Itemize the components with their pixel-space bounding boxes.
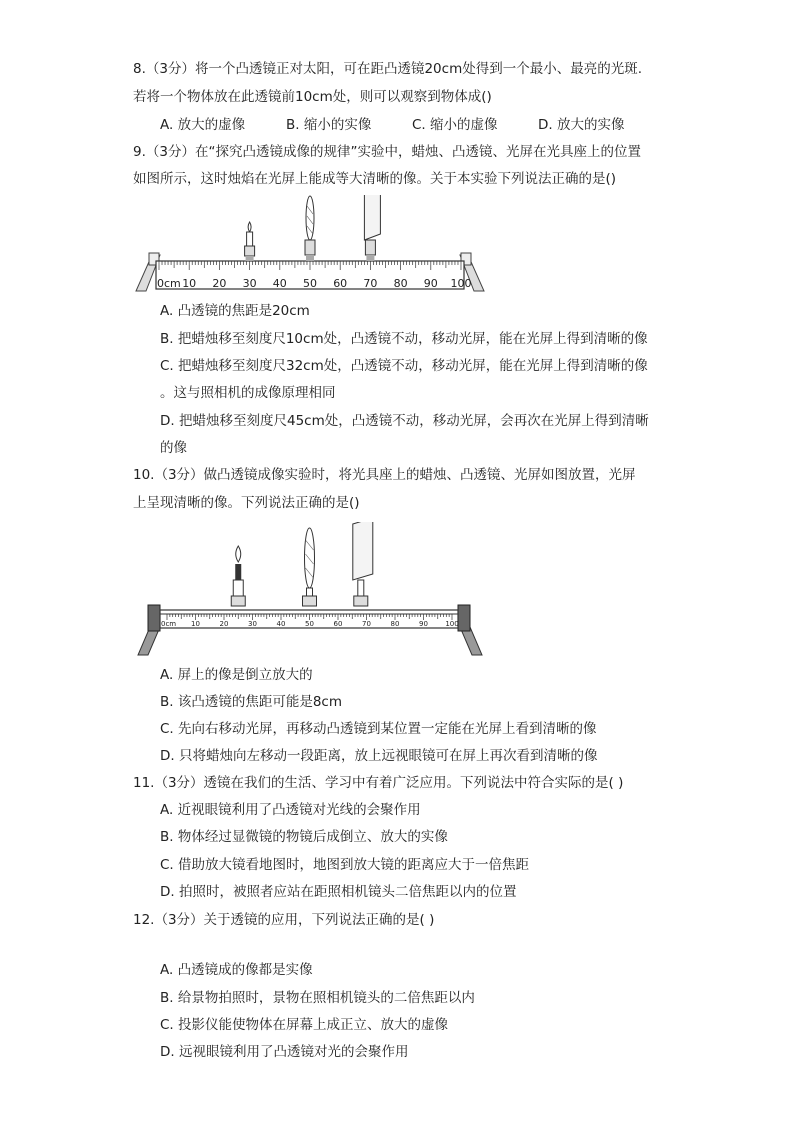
q8-stem-line1: 8.（3分）将一个凸透镜正对太阳，可在距凸透镜20cm处得到一个最小、最亮的光斑. [133,61,643,77]
ruler-label: 10 [182,277,197,290]
ruler-label: 80 [390,620,400,628]
ruler-label: 100 [445,620,459,628]
q11-option-b: B. 物体经过显微镜的物镜后成倒立、放大的实像 [160,829,448,845]
ruler-label: 80 [393,277,408,290]
ruler-label: 70 [363,277,378,290]
q10-stem-line1: 10.（3分）做凸透镜成像实验时，将光具座上的蜡烛、凸透镜、光屏如图放置，光屏 [133,467,636,483]
ruler-label: 10 [191,620,200,628]
ruler-label: 90 [419,620,428,628]
q10-convex-lens [303,528,317,606]
ruler-label: 50 [303,277,317,290]
q12-option-c: C. 投影仪能使物体在屏幕上成正立、放大的虚像 [160,1017,449,1033]
q9-stem-line2: 如图所示，这时烛焰在光屏上能成等大清晰的像。关于本实验下列说法正确的是() [133,171,617,187]
q12-stem: 12.（3分）关于透镜的应用，下列说法正确的是( ) [133,912,435,928]
q9-stem-line1: 9.（3分）在“探究凸透镜成像的规律”实验中，蜡烛、凸透镜、光屏在光具座上的位置 [133,144,641,160]
q9-option-c-line1: C. 把蜡烛移至刻度尺32cm处，凸透镜不动，移动光屏，能在光屏上得到清晰的像 [160,358,648,374]
q8-option-b: B. 缩小的实像 [286,117,372,133]
ruler-label: 100 [450,277,472,290]
q12-option-a: A. 凸透镜成的像都是实像 [160,962,313,978]
q10-candle-flame [236,546,241,562]
q8-stem-line2: 若将一个物体放在此透镜前10cm处，则可以观察到物体成() [133,89,492,105]
q10-stem-line2: 上呈现清晰的像。下列说法正确的是() [133,495,360,511]
ruler-label: 30 [248,620,257,628]
q9-convex-lens [305,196,315,261]
ruler-label: 60 [333,277,348,290]
q8-option-c: C. 缩小的虚像 [412,117,498,133]
q9-option-d-line1: D. 把蜡烛移至刻度尺45cm处，凸透镜不动，移动光屏，会再次在光屏上得到清晰 [160,413,649,429]
q11-option-c: C. 借助放大镜看地图时，地图到放大镜的距离应大于一倍焦距 [160,857,530,873]
ruler-label: 20 [212,277,227,290]
q10-candle [231,546,245,606]
q8-option-d: D. 放大的实像 [538,117,625,133]
ruler-label: 40 [272,277,287,290]
q10-option-c: C. 先向右移动光屏，再移动凸透镜到某位置一定能在光屏上看到清晰的像 [160,721,597,737]
q11-option-d: D. 拍照时，被照者应站在距照相机镜头二倍焦距以内的位置 [160,884,517,900]
ruler-label: 0cm [157,277,181,290]
q11-stem: 11.（3分）透镜在我们的生活、学习中有着广泛应用。下列说法中符合实际的是( ) [133,775,624,791]
q12-option-d: D. 远视眼镜利用了凸透镜对光的会聚作用 [160,1044,409,1060]
q9-candle [245,222,255,261]
ruler-label: 0cm [161,620,177,628]
q10-optical-bench-figure [130,522,490,657]
q9-option-a: A. 凸透镜的焦距是20cm [160,303,310,319]
q9-option-d-line2: 的像 [160,440,187,456]
q10-option-a: A. 屏上的像是倒立放大的 [160,667,313,683]
q9-optical-bench-figure [130,195,490,295]
q9-light-screen [364,195,380,261]
ruler-label: 90 [423,277,438,290]
ruler-label: 40 [276,620,286,628]
ruler-label: 60 [333,620,343,628]
ruler-label: 20 [219,620,229,628]
q9-candle-flame [248,222,251,232]
q10-option-b: B. 该凸透镜的焦距可能是8cm [160,694,343,710]
ruler-label: 50 [305,620,314,628]
q10-light-screen [353,522,373,606]
q8-option-a: A. 放大的虚像 [160,117,246,133]
q9-option-c-line2: 。这与照相机的成像原理相同 [160,385,336,401]
ruler-label: 70 [362,620,371,628]
ruler-label: 30 [242,277,257,290]
q11-option-a: A. 近视眼镜利用了凸透镜对光线的会聚作用 [160,802,421,818]
q12-option-b: B. 给景物拍照时，景物在照相机镜头的二倍焦距以内 [160,990,475,1006]
q10-option-d: D. 只将蜡烛向左移动一段距离，放上远视眼镜可在屏上再次看到清晰的像 [160,748,598,764]
q9-option-b: B. 把蜡烛移至刻度尺10cm处，凸透镜不动，移动光屏，能在光屏上得到清晰的像 [160,331,648,347]
